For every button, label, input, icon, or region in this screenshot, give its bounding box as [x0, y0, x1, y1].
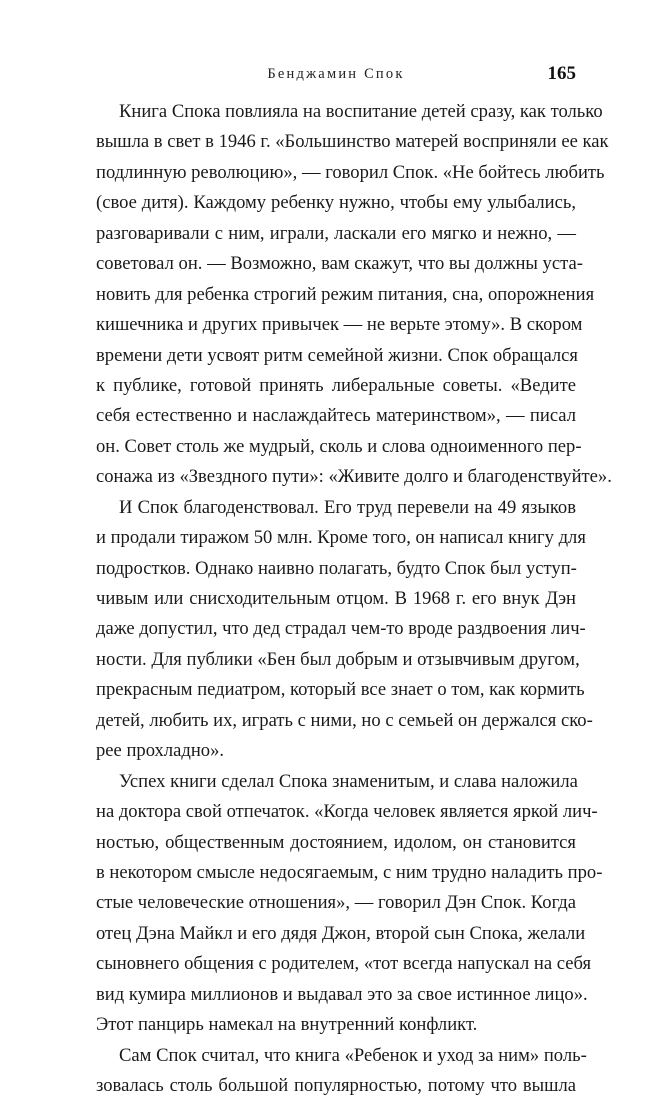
text-line: ностью, общественным достоянием, идолом, он становится	[96, 831, 576, 853]
text-line: Сам Спок считал, что книга «Ребенок и уход за ним» поль-	[119, 1044, 587, 1066]
text-line: к публике, готовой принять либеральные советы. «Ведите	[96, 374, 576, 396]
text-line: новить для ребенка строгий режим питания, сна, опорожнения	[96, 283, 595, 305]
text-line: Успех книги сделал Спока знаменитым, и слава наложила	[119, 770, 578, 792]
text-line: подростков. Однако наивно полагать, будто Спок был уступ-	[96, 557, 577, 579]
text-line: кишечника и других привычек — не верьте этому». В скором	[96, 314, 583, 336]
text-line: сыновнего общения с родителем, «тот всегда напускал на себя	[96, 953, 592, 975]
text-line: стые человеческие отношения», — говорил Дэн Спок. Когда	[96, 892, 576, 914]
text-line: на доктора свой отпечаток. «Когда человек является яркой лич-	[96, 801, 598, 823]
text-line: прекрасным педиатром, который все знает о том, как кормить	[96, 679, 585, 701]
text-line: советовал он. — Возможно, вам скажут, что вы должны уста-	[96, 253, 583, 275]
text-line: детей, любить их, играть с ними, но с семьей он держался ско-	[96, 709, 593, 731]
text-line: вышла в свет в 1946 г. «Большинство матерей восприняли ее как	[96, 131, 609, 153]
text-line: Этот панцирь намекал на внутренний конфликт.	[96, 1014, 478, 1036]
running-title: Бенджамин Спок	[267, 66, 405, 82]
running-head	[96, 61, 576, 87]
text-line: подлинную революцию», — говорил Спок. «Не бойтесь любить	[96, 161, 605, 183]
text-line: отец Дэна Майкл и его дядя Джон, второй сын Спока, желали	[96, 922, 586, 944]
body-text	[96, 97, 612, 1101]
text-line: (свое дитя). Каждому ребенку нужно, чтобы ему улыбались,	[96, 192, 576, 214]
text-line: И Спок благоденствовал. Его труд перевели на 49 языков	[119, 496, 576, 518]
page-number: 165	[547, 63, 576, 84]
text-line: в некотором смысле недосягаемым, с ним трудно наладить про-	[96, 861, 603, 883]
text-line: он. Совет столь же мудрый, сколь и слова одноименного пер-	[96, 435, 582, 457]
text-line: Книга Спока повлияла на воспитание детей сразу, как только	[119, 101, 603, 122]
text-line: себя естественно и наслаждайтесь материнством», — писал	[96, 405, 576, 427]
text-line: и продали тиражом 50 млн. Кроме того, он написал книгу для	[96, 527, 586, 549]
text-line: вид кумира миллионов и выдавал это за свое истинное лицо».	[96, 983, 588, 1005]
text-line: времени дети усвоят ритм семейной жизни. Спок обращался	[96, 344, 578, 366]
text-line: зовалась столь большой популярностью, потому что вышла	[96, 1075, 576, 1096]
text-line: рее прохладно».	[96, 740, 225, 762]
text-line: чивым или снисходительным отцом. В 1968 г. его внук Дэн	[96, 588, 576, 609]
text-line: ности. Для публики «Бен был добрым и отзывчивым другом,	[96, 648, 580, 670]
text-line: разговаривали с ним, играли, ласкали его мягко и нежно, —	[96, 222, 576, 244]
text-line: сонажа из «Звездного пути»: «Живите долго и благоденствуйте».	[96, 466, 612, 488]
text-line: даже допустил, что дед страдал чем-то вроде раздвоения лич-	[96, 618, 586, 640]
